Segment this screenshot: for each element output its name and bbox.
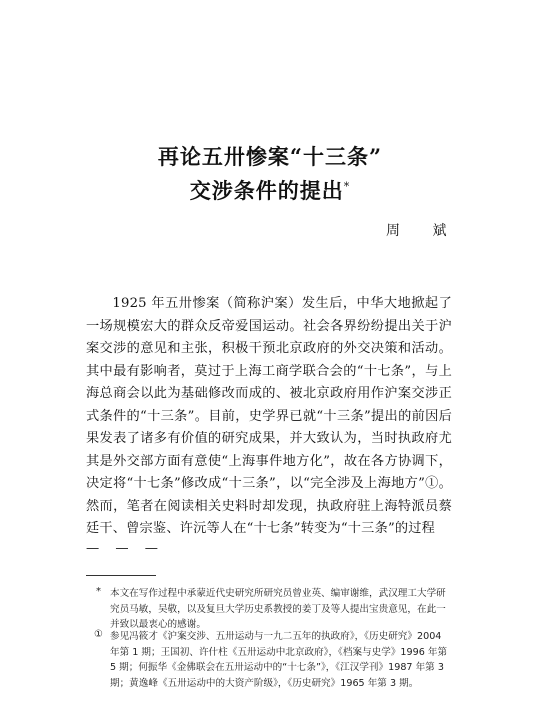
- title-note-marker: *: [343, 180, 351, 193]
- article-title-line-1: 再论五卅惨案“十三条”: [157, 144, 383, 169]
- body-paragraph: 1925 年五卅惨案（简称沪案）发生后，中华大地掀起了一场规模宏大的群众反帝爱国运动。社会各界纷纷提出关于沪案交涉的意见和主张，积极干预北京政府的外交决策和活动。其中最有影响者，莫过于上海工商学联合会的“十七条”，与上海总商会以此为基础修改而成的、被北京政府用作沪案交涉正式条件的“十三条”。目前，史学界已就“十三条”提出的前因后果发表了诸多有价值的研究成果，并大致认为，当时执政府尤其是外交部方面有意使“上海事件地方化”，故在各方协调下，决定将“十七条”修改成“十三条”，以“完全涉及上海地方”①。然而，笔者在阅读相关史料时却发现，执政府驻上海特派员蔡廷干、曾宗鉴、许沅等人在“十七条”转变为“十三条”的过程: [86, 296, 452, 536]
- article-title-line-2: [0, 172, 540, 206]
- footnote-marker: *: [96, 586, 101, 597]
- article-title-text: 交涉条件的提出: [189, 178, 344, 203]
- author-name: 周 斌: [386, 223, 461, 239]
- body-continuation: — — —: [86, 541, 164, 556]
- footnote-marker: ①: [94, 629, 103, 640]
- footnote-text: 本文在写作过程中承蒙近代史研究所研究员曾业英、编审谢维，武汉理工大学研究员马敏，吴敬，以及复旦大学历史系教授的姜丁及等人提出宝贵意见，在此一并致以最衷心的感谢。: [110, 588, 446, 630]
- footnote-divider: [86, 575, 156, 576]
- footnote-text: 参见冯筱才《沪案交涉、五卅运动与一九二五年的执政府》，《历史研究》2004 年第 1 期；王国初、许什柱《五卅运动中北京政府》，《档案与史学》1996 年第 5 期；何振华《金佛联会在五卅运动中的“十七条”》，《江汉学刊》1987 年第 3 期；黄逸峰《五卅运动中的大资产阶级》，《历史研究》1965 年第 3 期。: [110, 631, 448, 689]
